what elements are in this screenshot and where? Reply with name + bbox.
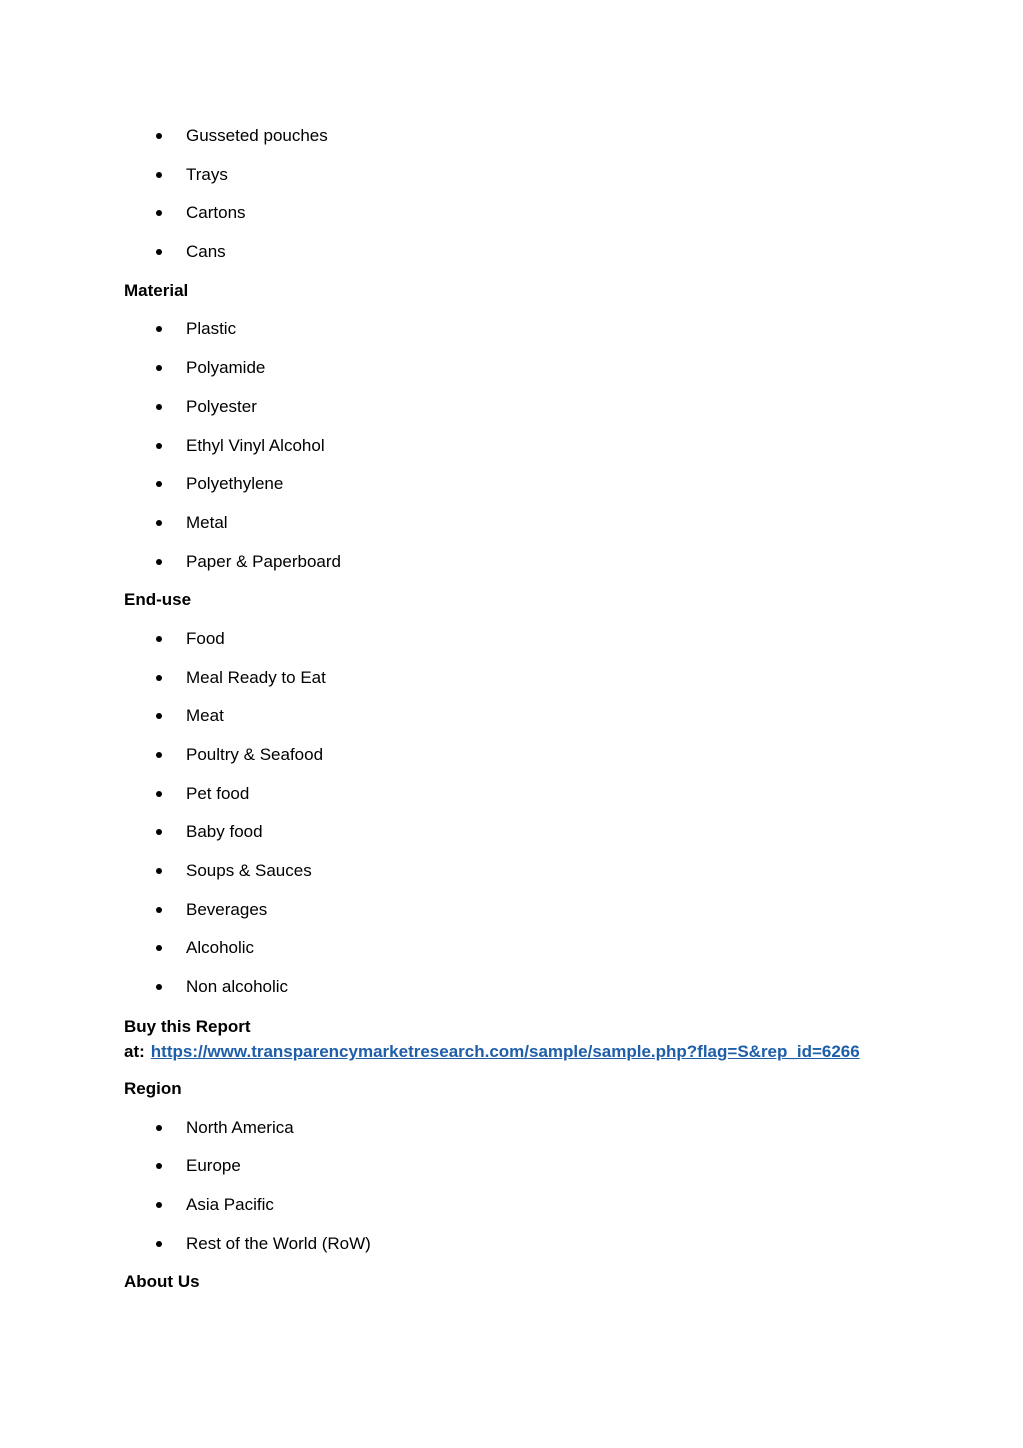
list-item [124, 124, 904, 163]
buy-report-prefix: at: [124, 1041, 145, 1061]
list-item-label: Polyamide [186, 358, 266, 378]
list-item [124, 898, 904, 937]
list-item-label: Beverages [186, 899, 268, 919]
packaging-list [124, 124, 904, 279]
list-item-label: Paper & Paperboard [186, 551, 341, 571]
list-item [124, 163, 904, 202]
end-use-heading: End-use [124, 590, 192, 610]
bullet-icon [156, 984, 162, 990]
bullet-icon [156, 945, 162, 951]
bullet-icon [156, 1125, 162, 1131]
region-list [124, 1116, 904, 1271]
bullet-icon [156, 326, 162, 332]
list-item-label: Asia Pacific [186, 1194, 274, 1214]
list-item [124, 782, 904, 821]
list-item-label: Cans [186, 242, 226, 262]
bullet-icon [156, 675, 162, 681]
list-item [124, 666, 904, 705]
list-item [124, 936, 904, 975]
bullet-icon [156, 907, 162, 913]
list-item [124, 704, 904, 743]
list-item-label: Meat [186, 706, 224, 726]
list-item-label: Trays [186, 164, 228, 184]
material-list [124, 317, 904, 588]
list-item [124, 743, 904, 782]
buy-report-link[interactable]: https://www.transparencymarketresearch.com/sample/sample.php?flag=S&rep_id=6266 [150, 1041, 860, 1061]
list-item-label: North America [186, 1117, 294, 1137]
bullet-icon [156, 559, 162, 565]
list-item [124, 859, 904, 898]
document-content [124, 124, 904, 1309]
bullet-icon [156, 1241, 162, 1247]
bullet-icon [156, 752, 162, 758]
bullet-icon [156, 249, 162, 255]
list-item [124, 201, 904, 240]
bullet-icon [156, 133, 162, 139]
list-item-label: Metal [186, 512, 228, 532]
bullet-icon [156, 791, 162, 797]
list-item [124, 511, 904, 550]
list-item [124, 1154, 904, 1193]
list-item [124, 356, 904, 395]
bullet-icon [156, 172, 162, 178]
list-item [124, 472, 904, 511]
bullet-icon [156, 636, 162, 642]
list-item-label: Cartons [186, 203, 246, 223]
list-item-label: Polyethylene [186, 474, 284, 494]
list-item [124, 820, 904, 859]
list-item [124, 975, 904, 1014]
list-item-label: Soups & Sauces [186, 861, 312, 881]
bullet-icon [156, 1202, 162, 1208]
about-us-heading: About Us [124, 1272, 200, 1292]
bullet-icon [156, 404, 162, 410]
list-item [124, 395, 904, 434]
list-item-label: Polyester [186, 396, 257, 416]
list-item [124, 627, 904, 666]
list-item-label: Plastic [186, 319, 237, 339]
buy-report-link-line [124, 1039, 904, 1064]
bullet-icon [156, 210, 162, 216]
list-item [124, 1193, 904, 1232]
list-item [124, 550, 904, 589]
bullet-icon [156, 868, 162, 874]
bullet-icon [156, 713, 162, 719]
bullet-icon [156, 1163, 162, 1169]
material-heading: Material [124, 280, 189, 300]
list-item [124, 434, 904, 473]
list-item-label: Ethyl Vinyl Alcohol [186, 435, 325, 455]
list-item-label: Pet food [186, 783, 250, 803]
list-item-label: Poultry & Seafood [186, 745, 324, 764]
bullet-icon [156, 829, 162, 835]
list-item-label: Rest of the World (RoW) [186, 1233, 371, 1253]
list-item [124, 317, 904, 356]
list-item [124, 240, 904, 279]
list-item-label: Alcoholic [186, 938, 255, 958]
list-item [124, 1232, 904, 1271]
bullet-icon [156, 481, 162, 487]
list-item-label: Meal Ready to Eat [186, 667, 326, 687]
bullet-icon [156, 365, 162, 371]
end-use-list [124, 627, 904, 1014]
list-item [124, 1116, 904, 1155]
list-item-label: Baby food [186, 822, 263, 842]
buy-report-label: Buy this Report [124, 1016, 251, 1036]
bullet-icon [156, 443, 162, 449]
region-heading: Region [124, 1078, 182, 1098]
bullet-icon [156, 520, 162, 526]
list-item-label: Food [186, 628, 225, 648]
buy-report-block [124, 1014, 904, 1077]
list-item-label: Non alcoholic [186, 977, 289, 997]
list-item-label: Europe [186, 1156, 241, 1176]
list-item-label: Gusseted pouches [186, 126, 328, 145]
